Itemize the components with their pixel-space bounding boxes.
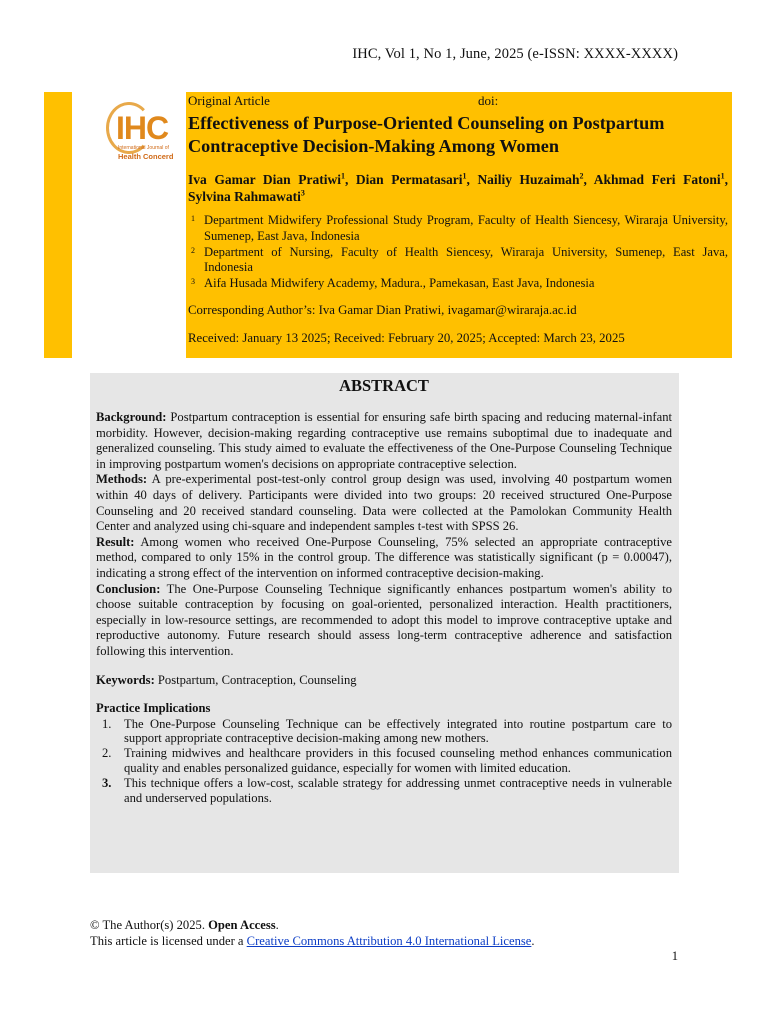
header-content bbox=[186, 92, 732, 358]
logo-area bbox=[72, 92, 186, 358]
header-accent-bar bbox=[44, 92, 72, 358]
author-list: Iva Gamar Dian Pratiwi$^1$, Dian Permatasari$^1$, Nailiy Huzaimah$^2$, Akhmad Feri Fatoni$^1$, Sylvina Rahmawati$^3$ bbox=[188, 171, 729, 204]
article-type: Original Article bbox=[188, 93, 270, 108]
author-affiliation-mark: 1 bbox=[462, 171, 467, 181]
article-header bbox=[44, 92, 732, 358]
keywords-label: Keywords: bbox=[96, 672, 155, 687]
methods-label: Methods: bbox=[96, 472, 148, 487]
abstract-background bbox=[96, 410, 672, 472]
received-dates: Received: January 13 2025; Received: February 20, 2025; Accepted: March 23, 2025 bbox=[188, 330, 625, 345]
author-name: Sylvina Rahmawati bbox=[188, 189, 301, 204]
abstract-result bbox=[96, 535, 672, 582]
list-number: 1. bbox=[102, 716, 112, 731]
author-affiliation-mark: 2 bbox=[579, 171, 584, 181]
list-number: 3. bbox=[102, 775, 112, 790]
open-access-label: Open Access bbox=[208, 918, 276, 932]
affiliation-list bbox=[188, 213, 728, 292]
author-name: Nailiy Huzaimah bbox=[477, 172, 580, 187]
affiliation-text: Aifa Husada Midwifery Academy, Madura., Pamekasan, East Java, Indonesia bbox=[204, 276, 595, 291]
list-item-text: The One-Purpose Counseling Technique can be effectively integrated into routine postpartum care to support appropriate contraceptive decision-making among new mothers. bbox=[124, 716, 672, 746]
license-suffix: . bbox=[531, 933, 535, 948]
list-item bbox=[96, 746, 672, 776]
author-name: Iva Gamar Dian Pratiwi bbox=[188, 172, 341, 187]
article-title: Effectiveness of Purpose-Oriented Counseling on Postpartum Contraceptive Decision-Making Among Women bbox=[188, 113, 665, 156]
logo-subtitle: International Journal of bbox=[118, 145, 169, 151]
logo-subtitle-bold: Health Concerd bbox=[118, 152, 174, 161]
license-link[interactable]: Creative Commons Attribution 4.0 International License bbox=[246, 933, 532, 948]
result-text: Among women who received One-Purpose Counseling, 75% selected an appropriate contraceptive method, compared to only 15% in the control group. The difference was statistically significant (p = 0.00047), indicating a strong effect of the intervention on informed contraceptive decision-making. bbox=[96, 534, 672, 580]
practice-implications-heading: Practice Implications bbox=[96, 701, 211, 716]
practice-implications-list bbox=[96, 717, 672, 806]
abstract-body bbox=[96, 410, 672, 660]
affiliation-text: Department of Nursing, Faculty of Health Siencesy, Wiraraja University, Sumenep, East Java, Indonesia bbox=[204, 244, 728, 275]
license-footer bbox=[90, 918, 535, 949]
keywords bbox=[96, 673, 672, 689]
author-affiliation-mark: 1 bbox=[720, 171, 725, 181]
corresponding-author: Corresponding Author’s: Iva Gamar Dian Pratiwi, ivagamar@wiraraja.ac.id bbox=[188, 302, 577, 317]
result-label: Result: bbox=[96, 534, 135, 549]
list-item-text: This technique offers a low-cost, scalable strategy for addressing unmet contraceptive needs in vulnerable and underserved populations. bbox=[124, 775, 672, 805]
list-item-text: Training midwives and healthcare providers in this focused counseling method enhances communication quality and enables personalized guidance, especially for women with limited education. bbox=[124, 746, 672, 776]
keywords-text: Postpartum, Contraception, Counseling bbox=[154, 672, 357, 687]
logo-text: IHC bbox=[116, 110, 169, 146]
license-prefix: This article is licensed under a bbox=[90, 933, 247, 948]
doi-label: doi: bbox=[478, 93, 499, 108]
copyright-line bbox=[90, 918, 535, 934]
list-item bbox=[96, 717, 672, 747]
conclusion-text: The One-Purpose Counseling Technique significantly enhances postpartum women's ability to choose suitable contraception by focusing on goal-oriented, personalized interaction. Health practitioners, especially in low-resource settings, are recommended to adopt this model to improve contraceptive uptake and reproductive autonomy. Future research should assess long-term contraceptive adherence and satisfaction following this intervention. bbox=[96, 581, 672, 658]
background-label: Background: bbox=[96, 410, 167, 424]
affiliation-item: 3 Aifa Husada Midwifery Academy, Madura., Pamekasan, East Java, Indonesia bbox=[191, 276, 595, 291]
list-number: 2. bbox=[102, 746, 112, 761]
copyright-text: © The Author(s) 2025. bbox=[90, 918, 209, 932]
abstract-box bbox=[90, 373, 679, 873]
page-number: 1 bbox=[671, 949, 678, 963]
article-type-row bbox=[188, 93, 728, 109]
author-affiliation-mark: 3 bbox=[300, 188, 305, 198]
affiliation-item: 1 Department Midwifery Professional Study Program, Faculty of Health Siencesy, Wiraraja University, Sumenep, East Java, Indonesia bbox=[191, 213, 728, 243]
affiliation-text: Department Midwifery Professional Study Program, Faculty of Health Siencesy, Wiraraja University, Sumenep, East Java, Indonesia bbox=[204, 213, 728, 243]
background-text: Postpartum contraception is essential for ensuring safe birth spacing and reducing maternal-infant morbidity. However, decision-making regarding contraceptive use remains suboptimal due to inadequate and generalized counseling. This study aimed to evaluate the effectiveness of the One-Purpose Counseling Technique in improving postpartum women's decisions on appropriate contraceptive selection. bbox=[96, 410, 672, 471]
abstract-heading: ABSTRACT bbox=[339, 376, 429, 395]
journal-citation: IHC, Vol 1, No 1, June, 2025 (e-ISSN: XXXX-XXXX) bbox=[352, 46, 678, 62]
author-name: Dian Permatasari bbox=[355, 172, 463, 187]
author-affiliation-mark: 1 bbox=[340, 171, 345, 181]
methods-text: A pre-experimental post-test-only control group design was used, involving 40 postpartum women within 40 days of delivery. Participants were divided into two groups: 20 received structured One-Purpose Counseling and 20 received standard counseling. Data were collected at the Pamolokan Community Health Center and analyzed using chi-square and independent samples t-test with SPSS 26. bbox=[96, 472, 672, 534]
list-item bbox=[96, 776, 672, 806]
conclusion-label: Conclusion: bbox=[96, 581, 161, 596]
copyright-period: . bbox=[275, 918, 279, 932]
affiliation-item: 2 Department of Nursing, Faculty of Health Siencesy, Wiraraja University, Sumenep, East Java, Indonesia bbox=[191, 244, 728, 275]
author-name: Akhmad Feri Fatoni bbox=[593, 172, 721, 187]
license-line bbox=[90, 934, 535, 950]
abstract-methods bbox=[96, 472, 672, 534]
abstract-conclusion bbox=[96, 582, 672, 660]
